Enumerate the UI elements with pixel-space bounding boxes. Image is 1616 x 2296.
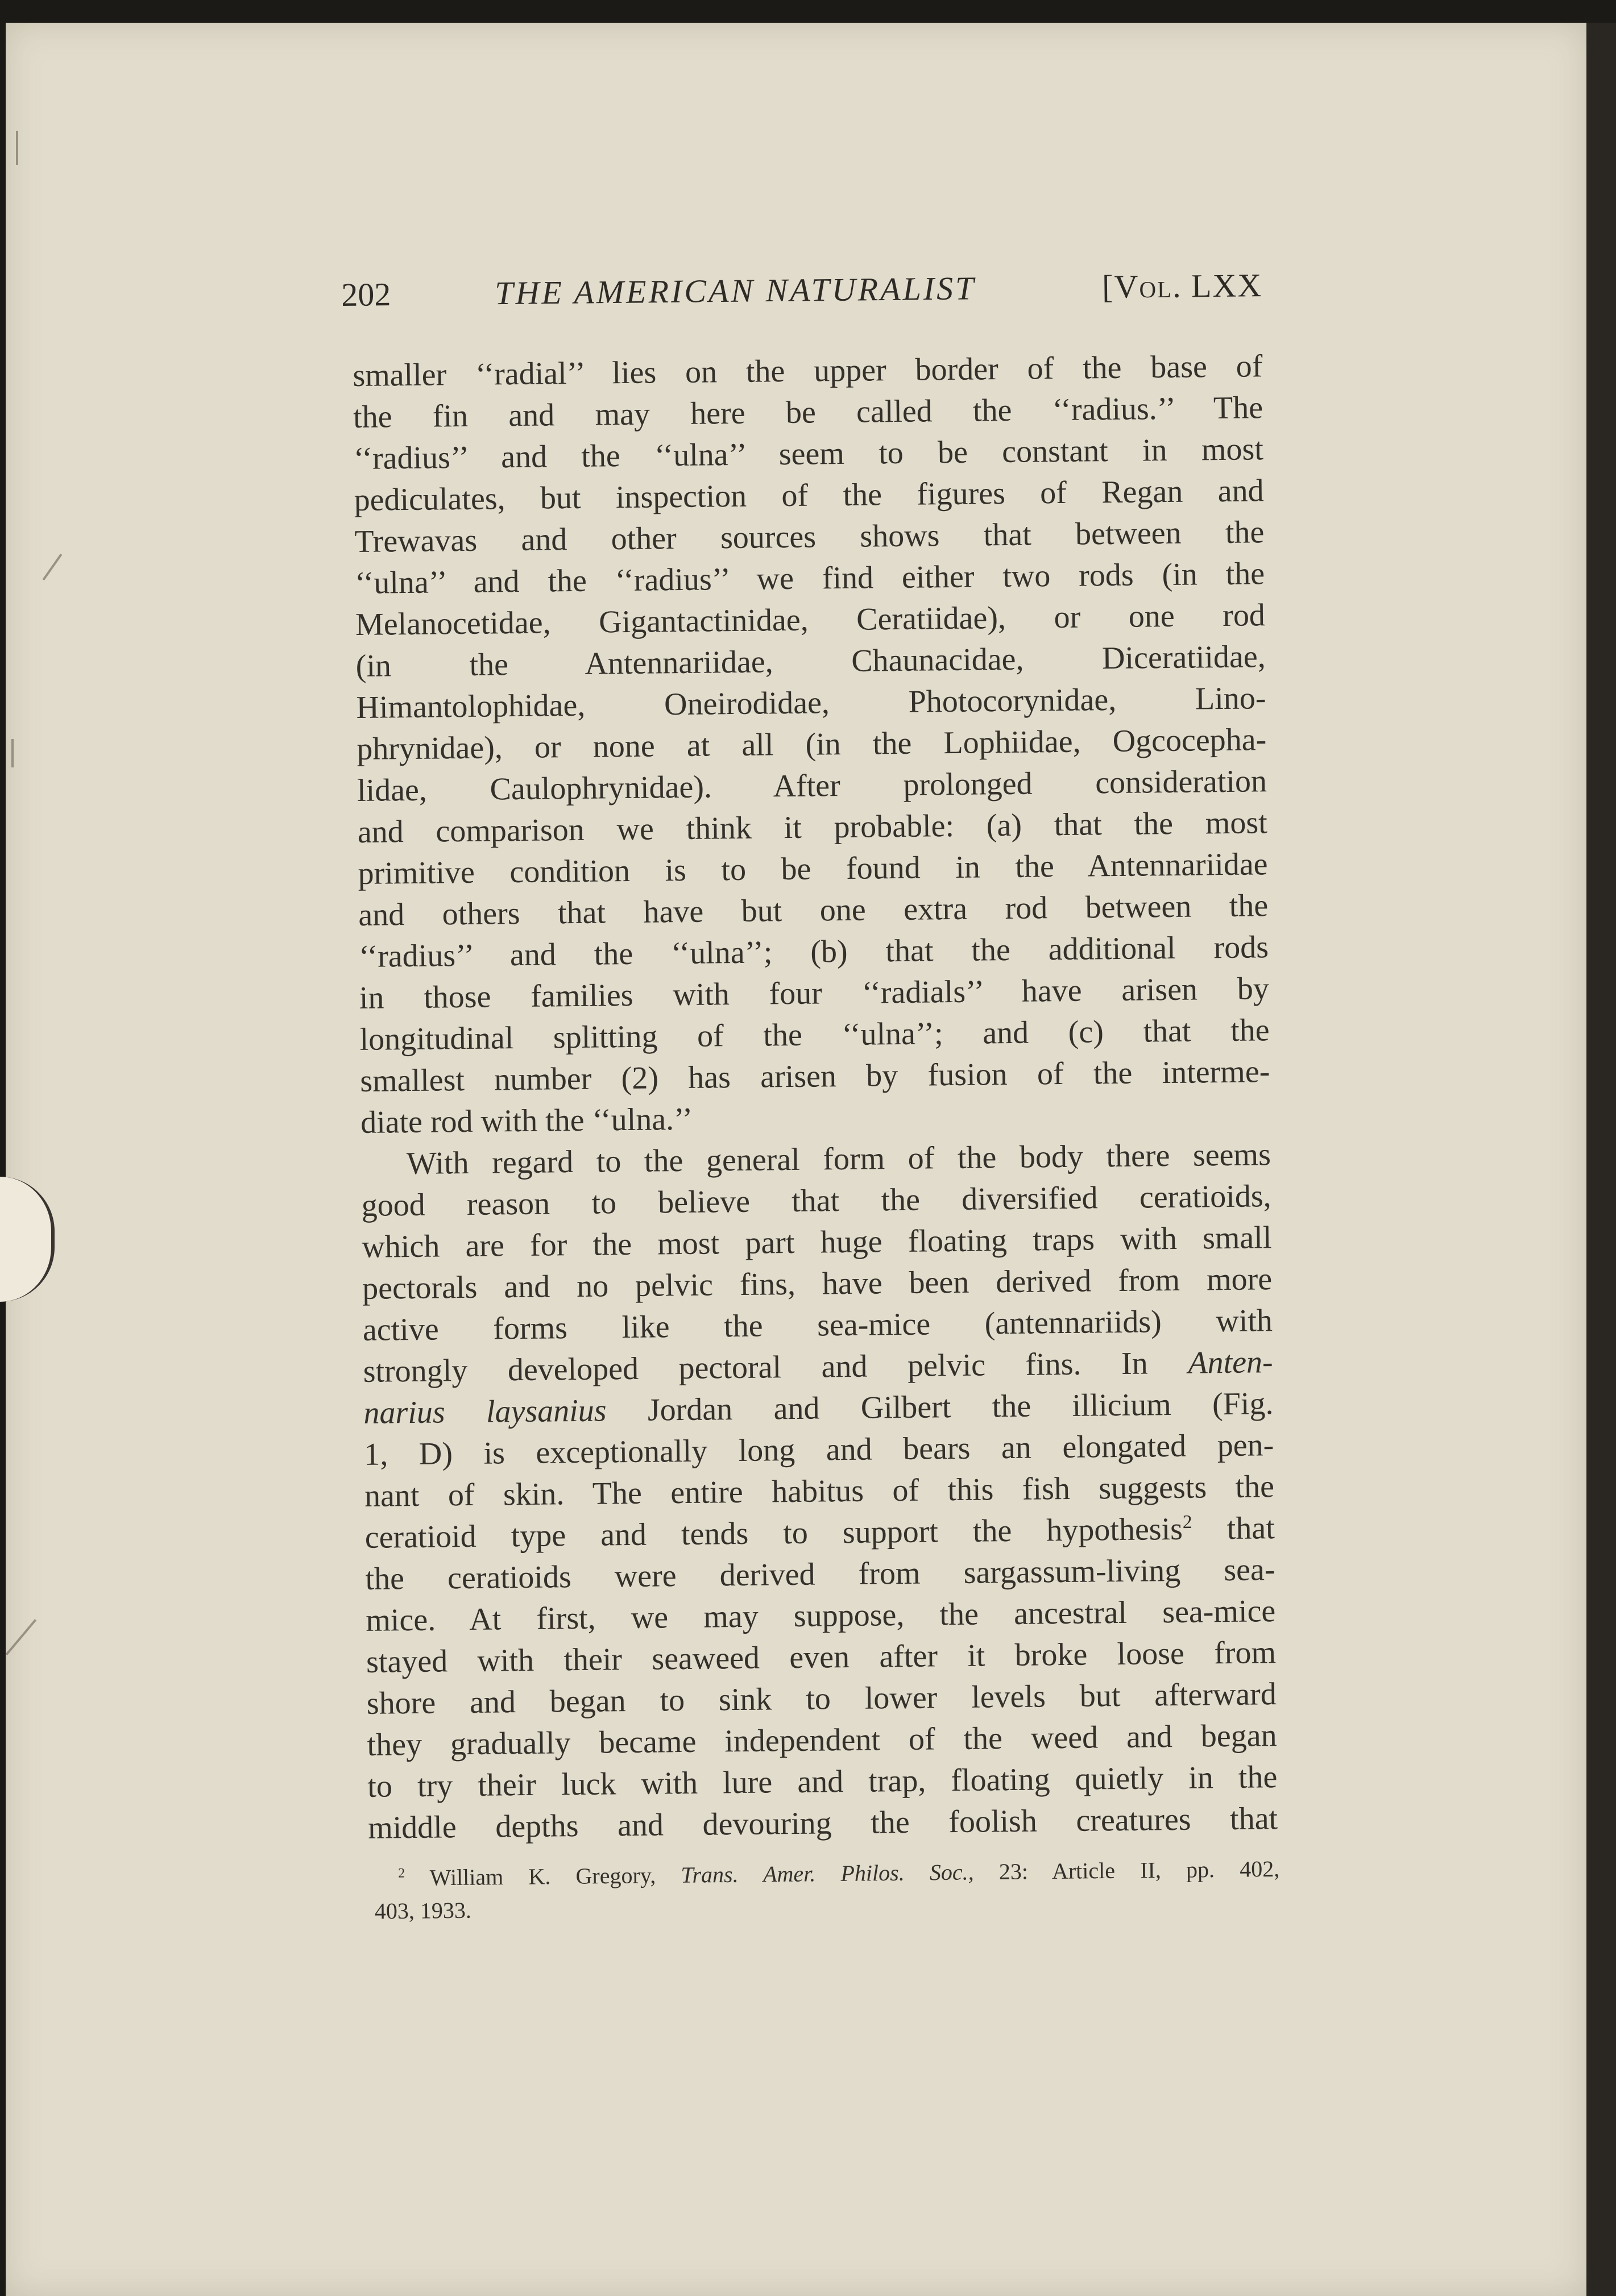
page-number: 202	[341, 276, 391, 313]
text-line: mice. At first, we may suppose, the ancestral sea-mice	[365, 1593, 1276, 1638]
text-line: Melanocetidae, Gigantactinidae, Ceratiidae), or one rod	[355, 597, 1266, 642]
margin-mark	[11, 739, 14, 767]
text-line: primitive condition is to be found in the Antennariidae	[358, 846, 1268, 891]
running-title: THE AMERICAN NATURALIST	[494, 269, 976, 312]
italic-taxon: Anten-	[1188, 1344, 1273, 1381]
body-text	[353, 346, 1278, 1849]
text-segment: strongly developed pectoral and pelvic fins. In	[363, 1346, 1149, 1389]
text-line: ‘‘ulna’’ and the ‘‘radius’’ we find either two rods (in the	[354, 556, 1265, 601]
text-line: smaller ‘‘radial’’ lies on the upper border of the base of	[353, 348, 1263, 393]
text-line: stayed with their seaweed even after it broke loose from	[366, 1635, 1277, 1680]
text-line: phrynidae), or none at all (in the Lophiidae, Ogcocepha-	[356, 722, 1267, 767]
text-line: ‘‘radius’’ and the ‘‘ulna’’ seem to be constant in most	[353, 431, 1264, 476]
margin-mark	[16, 131, 18, 165]
footnote-line: 403, 1933.	[374, 1897, 472, 1924]
footnote	[374, 1853, 1280, 1928]
text-line: in those families with four ‘‘radials’’ have arisen by	[359, 971, 1270, 1016]
text-line: 1, D) is exceptionally long and bears an elongated pen-	[363, 1427, 1274, 1472]
text-line: lidae, Caulophrynidae). After prolonged consideration	[357, 763, 1267, 808]
text-line: active forms like the sea-mice (antennariids) with	[362, 1303, 1273, 1348]
text-segment: Jordan and Gilbert the illicium (Fig.	[647, 1386, 1274, 1428]
text-line: diate rod with the ‘‘ulna.’’	[360, 1101, 693, 1140]
text-line: longitudinal splitting of the ‘‘ulna’’; and (c) that the	[359, 1012, 1270, 1057]
text-line: With regard to the general form of the body there seems	[406, 1137, 1271, 1182]
text-line: and others that have but one extra rod between the	[358, 888, 1269, 933]
scan-background-edge	[1586, 23, 1616, 2296]
text-line: smallest number (2) has arisen by fusion of the interme-	[360, 1054, 1270, 1099]
text-line: pediculates, but inspection of the figures of Regan and	[354, 473, 1264, 518]
text-line: shore and began to sink to lower levels but afterward	[366, 1676, 1277, 1721]
footnote-reference: 2	[1182, 1511, 1192, 1533]
text-line: to try their luck with lure and trap, floating quietly in the	[367, 1759, 1278, 1804]
text-line: Himantolophidae, Oneirodidae, Photocorynidae, Lino-	[356, 680, 1266, 725]
text-line: ‘‘radius’’ and the ‘‘ulna’’; (b) that the additional rods	[358, 929, 1269, 974]
text-line: (in the Antennariidae, Chaunacidae, Diceratiidae,	[355, 639, 1266, 684]
text-line: which are for the most part huge floating traps with small	[362, 1220, 1272, 1265]
footnote-marker: 2	[398, 1866, 405, 1881]
text-line: good reason to believe that the diversified ceratioids,	[361, 1178, 1271, 1223]
text-line: they gradually became independent of the weed and began	[367, 1718, 1277, 1763]
volume-label: [Vol. LXX	[1101, 267, 1263, 305]
text-segment: ceratioid type and tends to support the hypothesis	[364, 1511, 1183, 1555]
text-line: Trewavas and other sources shows that between the	[354, 514, 1265, 559]
text-line: the fin and may here be called the ‘‘radius.’’ The	[353, 390, 1263, 435]
running-header	[341, 266, 1263, 327]
italic-taxon: narius laysanius	[363, 1393, 607, 1431]
footnote-journal: Trans. Amer. Philos. Soc.,	[681, 1859, 974, 1888]
footnote-details: 23: Article II, pp. 402,	[998, 1855, 1280, 1884]
text-line: nant of skin. The entire habitus of this fish suggests the	[364, 1469, 1275, 1514]
text-line: middle depths and devouring the foolish creatures that	[367, 1801, 1278, 1846]
text-line: the ceratioids were derived from sargassum-living sea-	[365, 1552, 1275, 1597]
text-line: pectorals and no pelvic fins, have been derived from more	[362, 1261, 1273, 1306]
text-segment: that	[1226, 1510, 1275, 1547]
footnote-author: William K. Gregory,	[429, 1862, 656, 1891]
text-line: and comparison we think it probable: (a) that the most	[357, 805, 1268, 850]
